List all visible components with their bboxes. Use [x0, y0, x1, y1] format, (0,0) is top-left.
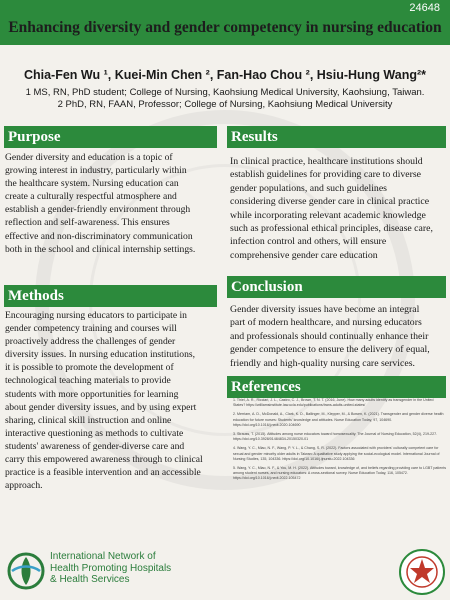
results-heading: Results	[227, 126, 446, 148]
text-line: it is possible to promote the development of	[5, 362, 174, 374]
hph-logo-text	[50, 551, 171, 586]
text-line: effective and non-discriminatory communication	[5, 230, 193, 242]
text-line: students with more opportunities for learning	[5, 388, 179, 400]
text-line: about gender diversity issues, and by using expert	[5, 401, 197, 413]
hph-logo-icon	[6, 551, 46, 591]
text-line: such as professional ethical principles, disease care,	[230, 223, 433, 235]
text-line: gender populations, and such guidelines	[230, 182, 387, 194]
author-list: Chia-Fen Wu ¹, Kuei-Min Chen ², Fan-Hao Chou ², Hsiu-Hung Wang²*	[23, 68, 427, 82]
logo-line: & Health Services	[50, 574, 130, 585]
text-line: Gender diversity and education is a topic of	[5, 152, 173, 163]
reference-item: 4. Wang, Y. C., Miao, N. F., Wang, P. Y. L., & Chang, S. R. (2022). Factors associated with providers' culturally competent care for sexual and gender minority older adults in Taiwan: A qualitative study applying the social-ecological model. International Journal of Nursing Studies, 135, 104336. https://doi.org/10.1016/j.ijnurstu.2022.104336	[233, 446, 440, 461]
text-line: reflection and self-awareness. This ensures	[5, 217, 170, 229]
text-line: carry this empowered awareness through to clinical	[5, 454, 203, 466]
conclusion-text	[230, 303, 448, 370]
text-line: establish guidelines for providing care to diverse	[230, 169, 421, 181]
purpose-heading: Purpose	[4, 126, 217, 148]
text-line: gender competency training and courses will	[5, 323, 177, 335]
text-line: growing interest in industry, particularly within	[5, 165, 187, 177]
text-line: practice is a feasible intervention and an accessible	[5, 467, 201, 479]
hph-logo	[6, 549, 206, 595]
text-line: interactive questioning as methods to cultivate	[5, 427, 184, 439]
text-line: part of modern healthcare, and nursing educators	[230, 317, 422, 329]
logo-line: International Network of	[50, 551, 156, 562]
affiliation-1: 1 MS, RN, PhD student; College of Nursing, Kaohsiung Medical University, Kaohsiung, Taiwan.	[25, 87, 425, 98]
methods-text	[5, 309, 220, 492]
affiliation-2: 2 PhD, RN, FAAN, Professor; College of Nursing, Kaohsiung Medical University	[57, 99, 393, 110]
text-line: infection control and others, will ensure	[230, 236, 387, 248]
text-line: the healthcare system. Nursing education can	[5, 178, 179, 190]
reference-list	[233, 398, 446, 486]
text-line: Gender diversity issues have become an integral	[230, 304, 420, 315]
text-line: sharing, clinical skill instruction and online	[5, 414, 172, 426]
reference-item: 3. Strauss, T. (2015). Attitudes among nurse educators toward homosexuality. The Journal of Nursing Education, 52(4), 219-227. https://doi.org/10.3928/01484834-20150320-01	[233, 432, 438, 442]
text-line: proactively address the challenges of gender	[5, 336, 176, 348]
text-line: and professionals should continually enhance their	[230, 330, 429, 342]
text-line: diversity issues. In nursing education institutions,	[5, 349, 195, 361]
text-line: gender competence to ensure the delivery of equal,	[230, 344, 430, 356]
references-heading: References	[227, 376, 446, 398]
text-line: create a culturally respectful atmosphere and	[5, 191, 177, 203]
purpose-text	[5, 151, 220, 256]
text-line: technological teaching materials to provide	[5, 375, 171, 387]
text-line: students' awareness of gender-diverse care and	[5, 440, 185, 452]
text-line: Encouraging nursing educators to participate in	[5, 310, 187, 321]
methods-heading: Methods	[4, 285, 217, 307]
text-line: approach.	[5, 480, 43, 492]
text-line: while incorporating relevant academic knowledge	[230, 209, 426, 221]
reference-item: 1. Thiel, A. R., Ricciari, J. L., Castro, C. J., Brown, T. N. T. (2016, June). How many adults identify as transgender in the United States? https://williamsinstitute.law.ucla.edu/publications/trans-adults-united-states/	[233, 398, 434, 408]
reference-item: 5. Wang, Y. C., Miao, N. F., & You, M. H. (2022). Attitudes toward, knowledge of, and beliefs regarding providing care to LGBT patients among student nurses, and nursing educators: A cross-sectional survey. Nurse Education Today, 116, 105472. https://doi.org/10.1016/j.nedt.2022.105472	[233, 466, 447, 481]
text-line: comprehensive gender care education	[230, 249, 378, 261]
poster-title: Enhancing diversity and gender competency in nursing education	[8, 19, 442, 36]
poster-number: 24648	[409, 2, 440, 14]
text-line: friendly and high-quality nursing care services.	[230, 357, 415, 369]
results-text	[230, 155, 448, 262]
text-line: both in the school and clinical internship settings.	[5, 243, 196, 255]
reference-item: 2. Merriam, A. D., McDonald, A., Clark, K. D., Ballinger, M., Klepper, M., & Bowen, K. (2021). Transgender and gender diverse health education for future nurses: Students' knowledge and attitudes. Nurse Education Today, 97, 104690. https://doi.org/10.1016/j.nedt.2020.104690	[233, 412, 444, 427]
kmu-nursing-logo	[398, 548, 446, 596]
text-line: considering diverse gender care in clinical practice	[230, 196, 430, 208]
logo-line: Health Promoting Hospitals	[50, 562, 172, 574]
text-line: establish a gender-friendly environment through	[5, 204, 191, 216]
text-line: In clinical practice, healthcare institutions should	[230, 156, 423, 167]
conclusion-heading: Conclusion	[227, 276, 446, 298]
